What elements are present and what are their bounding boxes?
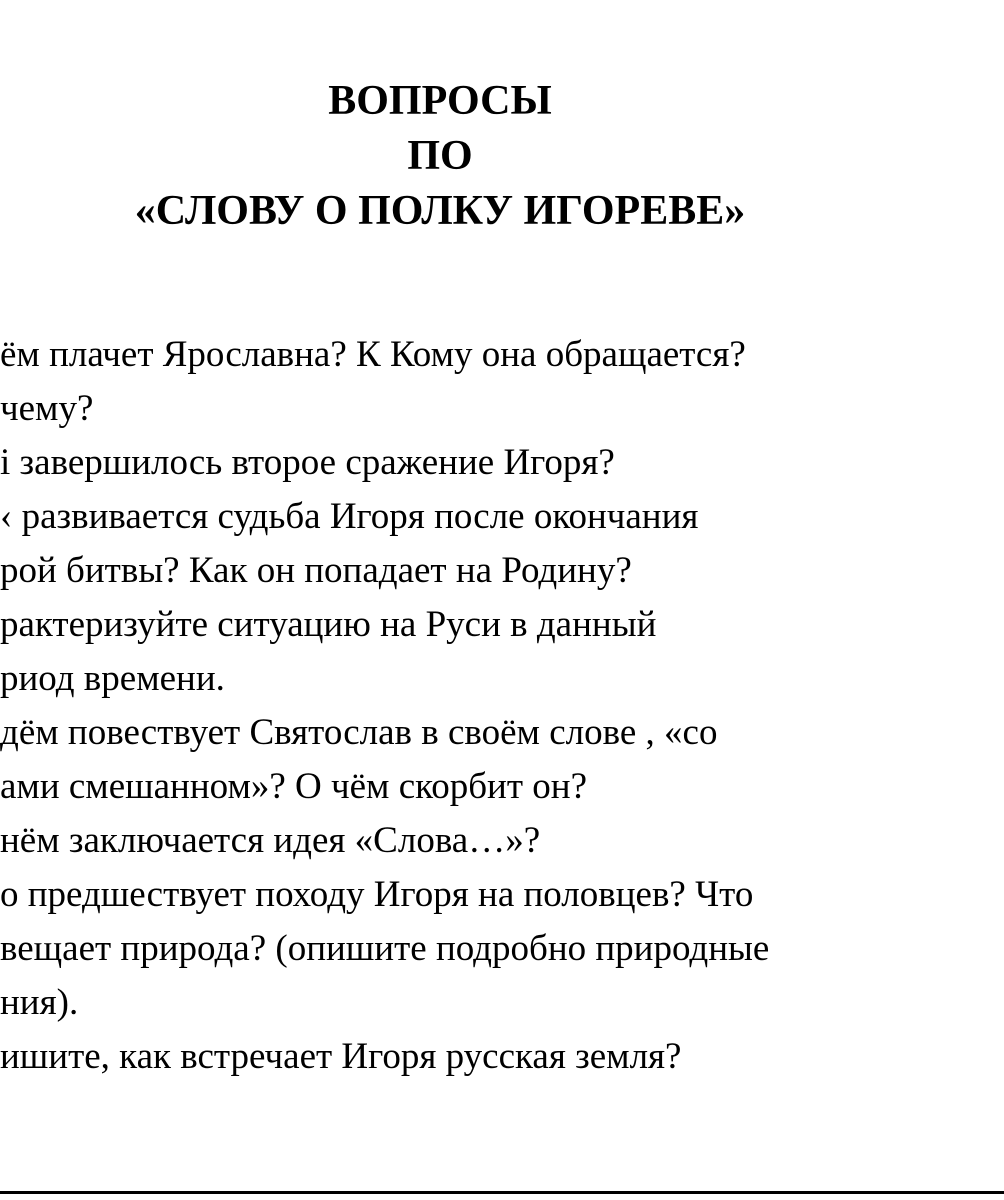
- title-line-3: «СЛОВУ О ПОЛКУ ИГОРЕВЕ»: [134, 188, 746, 234]
- questions-list: [0, 328, 1004, 1084]
- question-line: [0, 706, 1004, 760]
- question-text: нём заключается идея «Слова…»?: [0, 820, 541, 861]
- question-line: [0, 652, 1004, 706]
- question-text: дём повествует Святослав в своём слове , «со: [0, 712, 718, 753]
- question-line: [0, 490, 1004, 544]
- title-line-2: ПО: [407, 133, 473, 179]
- question-line: [0, 760, 1004, 814]
- question-text: ём плачет Ярославна? К Кому она обращается?: [0, 334, 746, 375]
- question-line: [0, 868, 1004, 922]
- question-text: рактеризуйте ситуацию на Руси в данный: [0, 604, 657, 645]
- question-text: вещает природа? (опишите подробно природные: [0, 928, 770, 969]
- question-line: [0, 814, 1004, 868]
- question-line: [0, 598, 1004, 652]
- title-line-1: ВОПРОСЫ: [328, 78, 552, 124]
- question-text: ния).: [0, 982, 79, 1023]
- question-text: і завершилось второе сражение Игоря?: [0, 442, 615, 483]
- question-line: [0, 544, 1004, 598]
- question-line: [0, 436, 1004, 490]
- question-text: чему?: [0, 388, 94, 429]
- bottom-divider: [0, 1191, 1004, 1194]
- question-text: о предшествует походу Игоря на половцев? Что: [0, 874, 754, 915]
- question-text: ‹ развивается судьба Игоря после окончания: [0, 496, 699, 537]
- question-line: [0, 922, 1004, 976]
- question-text: ами смешанном»? О чём скорбит он?: [0, 766, 587, 807]
- question-text: ишите, как встречает Игоря русская земля?: [0, 1036, 682, 1077]
- question-line: [0, 328, 1004, 382]
- document-title: [0, 74, 880, 239]
- question-line: [0, 382, 1004, 436]
- question-text: рой битвы? Как он попадает на Родину?: [0, 550, 632, 591]
- question-line: [0, 976, 1004, 1030]
- question-text: риод времени.: [0, 658, 225, 699]
- question-line: [0, 1030, 1004, 1084]
